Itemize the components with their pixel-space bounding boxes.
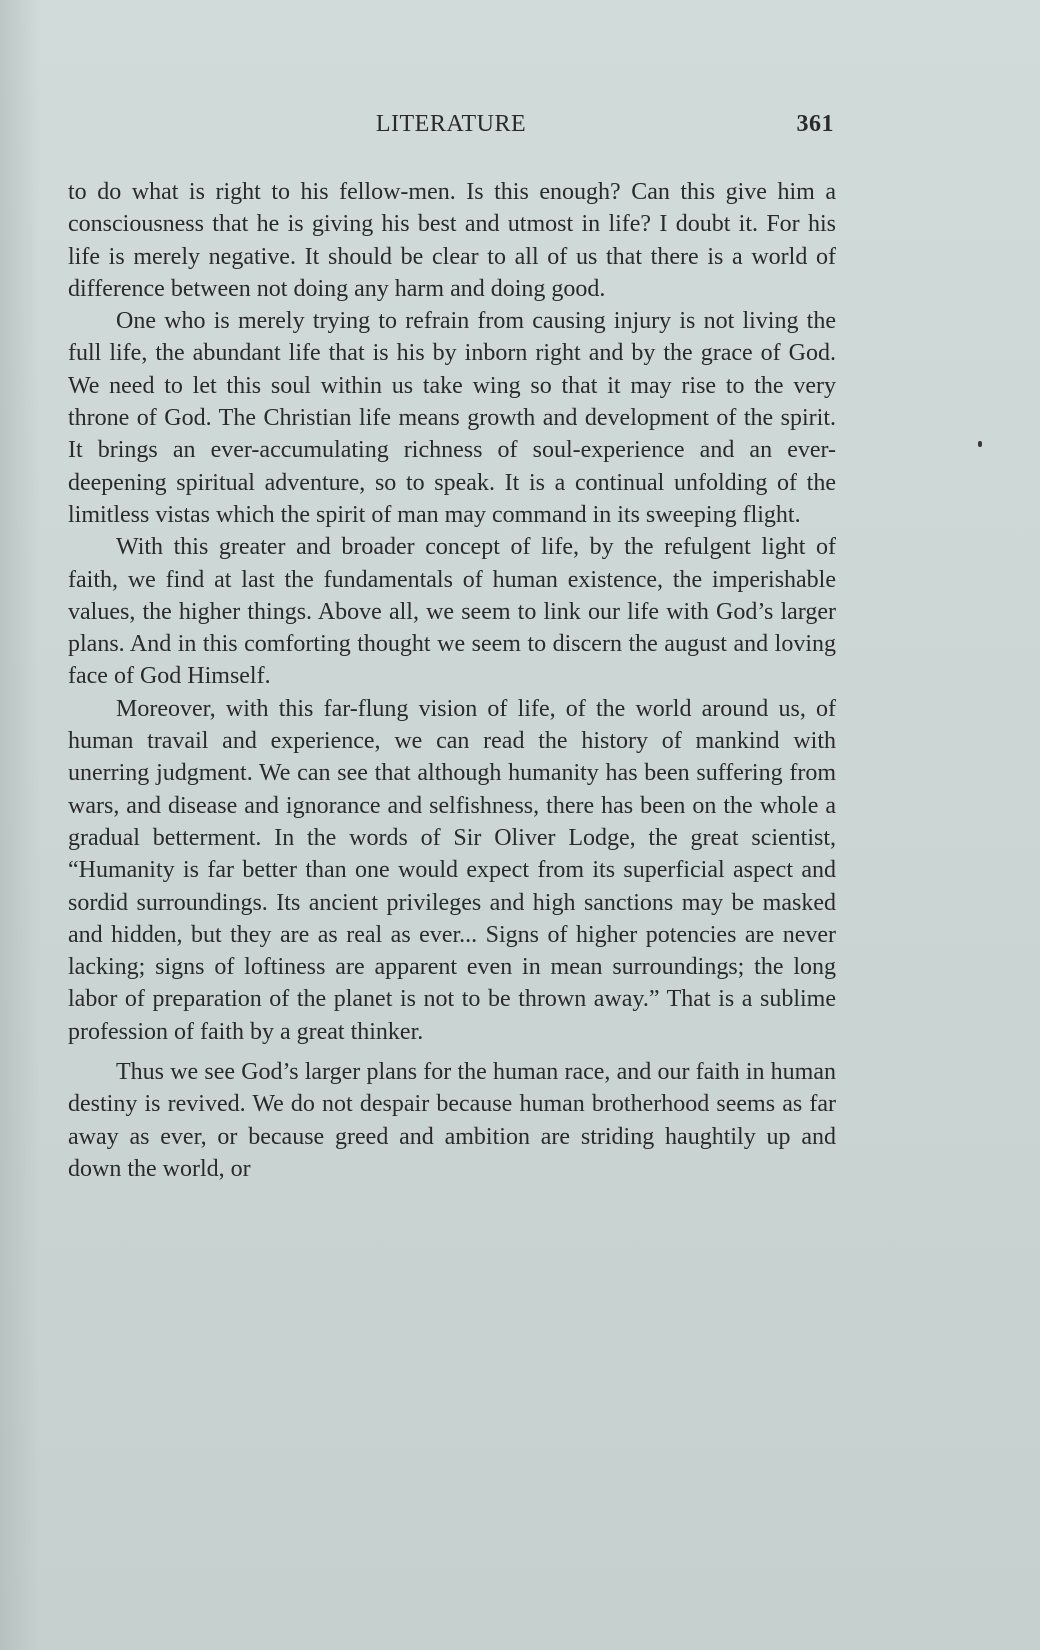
paragraph-4: Moreover, with this far-flung vision of life, of the world around us, of human travail and experience, we can read the history of mankind with unerring judgment. We can see that although humanity has been suffering from wars, and disease and ignorance and selfishness, there has been on the whole a gradual betterment. In the words of Sir Oliver Lodge, the great scientist, “Humanity is far better than one would expect from its superficial aspect and sordid surroundings. Its ancient privileges and high sanctions may be masked and hidden, but they are as real as ever... Signs of higher potencies are never lacking; signs of loftiness are apparent even in mean surroundings; the long labor of preparation of the planet is not to be thrown away.” That is a sublime profession of faith by a great thinker. (68, 695, 836, 1045)
page-edge-shadow (0, 0, 40, 1650)
paragraph-1: to do what is right to his fellow-men. Is this enough? Can this give him a consciousness that he is giving his best and utmost in life? I doubt it. For his life is merely negative. It should be clear to all of us that there is a world of difference between not doing any harm and doing good. (68, 179, 836, 302)
paragraph-3: With this greater and broader concept of life, by the refulgent light of faith, we find at last the fundamentals of human existence, the imperishable values, the higher things. Above all, we seem to link our life with God’s larger plans. And in this comforting thought we seem to discern the august and loving face of God Himself. (68, 534, 836, 690)
paragraph-2: One who is merely trying to refrain from causing injury is not living the full life, the abundant life that is his by inborn right and by the grace of God. We need to let this soul within us take wing so that it may rise to the very throne of God. The Christian life means growth and development of the spirit. It brings an ever-accumulating richness of soul-experience and an ever-deepening spiritual adventure, so to speak. It is a continual unfolding of the limitless vistas which the spirit of man may command in its sweeping flight. (68, 308, 836, 528)
ink-speck-mark (978, 441, 982, 447)
running-title: LITERATURE (375, 111, 527, 137)
paragraph-5: Thus we see God’s larger plans for the human race, and our faith in human destiny is revived. We do not despair because human brotherhood seems as far away as ever, or because greed and ambition are striding haughtily up and down the world, or (68, 1059, 836, 1182)
body-text (68, 176, 836, 1185)
page-number: 361 (796, 111, 834, 137)
running-header (68, 111, 834, 145)
